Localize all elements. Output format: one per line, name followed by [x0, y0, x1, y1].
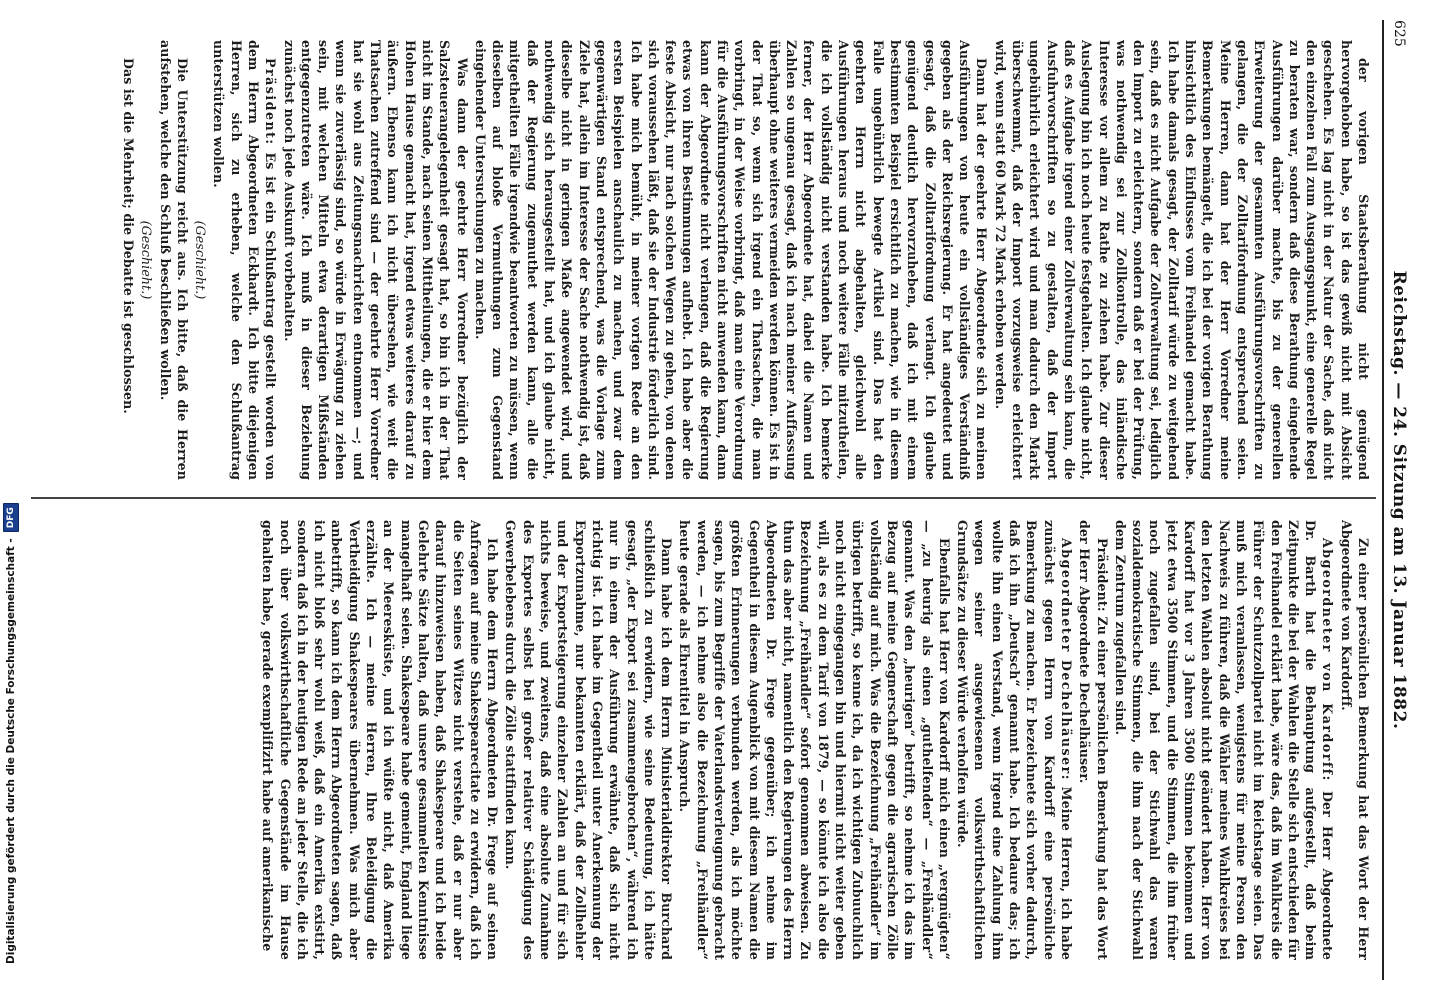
- paragraph-text: Meine Herren, ich habe zunächst gegen Herrn von Kardorff eine persönliche Bemerkung zu machen. Er bezeichnete sich vorher dadurch, daß ich ihn „Deutsch“ genannt habe. Ich bedaure das; ich wollte ihn einen Verstand, wenn irgend eine Zahlung ihm wegen seiner ausgewiesenen volkswirthschaftlichen Grundsätze zu dieser Würde verholfen würde.: [955, 520, 1074, 960]
- paragraph: [280, 40, 470, 480]
- page-header-title: Reichstag. — 24. Sitzung am 13. Januar 1882.: [1389, 270, 1409, 730]
- paragraph-text: Es ist ein Schlußantrag gestellt worden von dem Herrn Abgeordneten Eckhardt. Ich bitte diejenigen Herren, sich zu erheben, welche den Schlußantrag unterstützen wollen.: [211, 40, 279, 480]
- paragraph-text: (Geschieht.): [193, 220, 209, 300]
- text-column-right: [32, 520, 1372, 960]
- paragraph: [472, 40, 991, 480]
- digitization-credit: [0, 0, 22, 1000]
- paragraph: [1076, 520, 1111, 960]
- paragraph-text: (Geschieht.): [139, 220, 155, 300]
- text-column-left: [32, 40, 1372, 480]
- paragraph: [120, 40, 137, 480]
- speaker-name: Präsident:: [263, 58, 279, 146]
- paragraph: [210, 40, 279, 480]
- paragraph: [502, 520, 675, 960]
- paragraph: [1337, 520, 1372, 960]
- page-number: 625: [1391, 20, 1407, 47]
- paragraph-text: Die Unterstützung reicht aus. Ich bitte, daß die Herren aufstehen, welche den Schluß beschließen wollen.: [157, 40, 190, 480]
- paragraph: [138, 40, 155, 480]
- paragraph: [156, 40, 191, 480]
- paragraph: [954, 520, 1075, 960]
- paragraph-text: Ich habe dem Herrn Abgeordneten Dr. Frege auf seinen Anfragen auf meine Shakespearecitate zu erwidern, daß ich die Seiten seines Witzes nicht verstehe, daß er nur aber darauf hinzuweisen haben, daß Shakespeare und ich beide Gelehrte Sätze halten, daß unsere gesammelten Kenntnisse mangelhaft seien. Shakespeare habe gemeint, England liege an der Meeresküste, und ich wüßte nicht, daß Amerika erzählte. Ich — meine Herren, Ihre Beleidigung die Vertheidigung Shakespeares übernehmen. Was mich aber anbetrifft, so kann ich dem Herrn Abgeordneten sagen, daß ich nicht bloß sehr wohl weiß, daß ein Amerika existirt, sondern daß ich in der heutigen Rede an jeder Stelle, die ich noch über volkswirthschaftliche Gegenstände im Hause gehalten habe, gerade exemplifizirt habe auf amerikanische: [260, 520, 501, 960]
- paragraph-text: der vorigen Staatsberathung nicht genügend hervorgehoben habe, so ist das gewiß nicht mit Absicht geschehen. Es lag nicht in der Natur der Sache, daß nicht den einzelnen Fall zum Ausgangspunkt, eine generelle Regel zu beraten war, sondern daß diese Berathung eingehende Ausführungen darüber machte, bis zu der generellen Erweiterung der gesammten Ausführungsvorschriften zu gelangen, die der Zolltarifordnung entsprechend seien. Meine Herren, dann hat der Herr Vorredner meine Bemerkungen bemängelt, die ich bei der vorigen Berathung hinsichtlich des Einflusses vom Freihandel gemacht habe. Ich habe damals gesagt, der Zolltarif würde zu weitgehend sein, daß es nicht Aufgabe der Zollverwaltung sei, lediglich den Import zu erleichtern, sondern daß er bei der Prüfung, was nothwendig sei zur Zollkontrolle, das inländische Interesse vor allem zu Rathe zu ziehen habe. Zur dieser Auslegung bin ich noch heute festgehalten. Ich glaube nicht, daß es Aufgabe irgend einer Zollverwaltung sein kann, die Ausfuhrvorschriften so zu gestalten, daß der Import ungebührlich erleichtert wird und man dadurch den Markt überschwemmt, daß der Import vorzugsweise erleichtert wird, wenn statt 60 Mark 72 Mark erhoben werden.: [992, 40, 1371, 480]
- paragraph-text: Das ist die Mehrheit; die Debatte ist geschlossen.: [120, 58, 136, 414]
- paragraph: [1112, 520, 1337, 960]
- paragraph-text: Zu einer persönlichen Bemerkung hat das Wort der Herr Abgeordnete von Kardorff.: [1338, 520, 1371, 960]
- newspaper-sheet: [10, 0, 1420, 1000]
- paragraph: [259, 520, 501, 960]
- paragraph-text: Was dann der geehrte Herr Vorredner bezüglich der Salzsteuerangelegenheit gesagt hat, so bin ich in der That nicht im Stande, nach seinen Mittheilungen, die er hier dem Hohen Hause gemacht hat, irgend etwas weiteres darauf zu äußern. Ebenso kann ich nicht übersehen, wie weit die Thatsachen zutreffend sind — der geehrte Herr Vorredner hat sie wohl aus Zeitungsnachrichten entnommen —; und wenn sie zuverlässig sind, so würde in Erwägung zu ziehen sein, mit welchen Mitteln etwa derartigen Mißständen entgegenzutreten wäre. Ich muß in dieser Beziehung zunächst noch jede Auskunft vorbehalten.: [281, 40, 470, 480]
- column-divider: [31, 497, 1376, 499]
- paragraph-text: Ebenfalls hat Herr von Kardorff mich einen „vergnügten“ — „zu heurig als einen „guthelfenden“ — „Freihändler“ genannt. Was den „heurigen“ betrifft, so nehme ich das im Bezug auf meine Gegnerschaft gegen die agrarischen Zölle vollständig auf mich. Was die Bezeichnung „Freihändler“ im übrigen betrifft, so kenne ich, da ich wichtigen Zubuuchlich noch nicht eingegangen bin und hiermit nicht weiter geben will, als es zu dem Tarif von 1879, — so könnte ich also die Bezeichnung „Freihändler“ sofort genommen abweisen. Zu thun das aber nicht, namentlich den Regierungen des Herrn Abgeordneten Dr. Frege gegenüber; ich nehme im Gegentheil in diesem Augenblick von mit diesem Namen die größten Erinnerungen verbunden werden, als ich möchte sagen, bis zum Begriffe der Vaterlandsverleugnung gebracht werden, — ich nehme also die Bezeichnung „Freihändler“ heute gerade als Ehrentitel in Anspruch.: [677, 520, 952, 960]
- dfg-logo: DFG: [3, 503, 19, 532]
- paragraph: [676, 520, 953, 960]
- paragraph: [991, 40, 1372, 480]
- paragraph-text: Dann habe ich dem Herrn Ministerialdirektor Burchard schließlich zu erwidern, wie seine Bedeutung, ich hätte gesagt, „der Export sei zusammengebrochen“, während ich nur in einem der Ausführung erwähnte, daß sich nicht richtig ist. Ich habe im Gegentheil unter Anerkennung der Exportzunahme, nur bekannten erklärt, daß der Zollhehler und der Exportsteigerung einzelner Zahlen an und für sich nichts beweise, und zweitens, daß eine absolute Zunahme des Exportes selbst bei großer relativer Schädigung des Gewerbelebens durch die Zölle stattfinden kann.: [503, 520, 675, 960]
- paragraph: [192, 40, 209, 480]
- paragraph-text: Präsident: Zu einer persönlichen Bemerkung hat das Wort der Herr Abgeordnete Dechelhäuser.: [1077, 520, 1110, 960]
- paragraph-text: Der Herr Abgeordnete Dr. Barth hat die Behauptung aufgestellt, daß beim Zeitpunkte die bei der Wahlen die Stelle sich entschieden für den Freihandel erklärt habe, wäre das, daß im Wahlkreis die Führer der Schutzzollpartei nicht im Reichstage seien. Das muß mich veranlassen, wenigstens für meine Person den Nachweis zu führen, daß die Wähler meines Wahlkreises bei den letzten Wahlen absolut nicht geändert haben. Herr von Kardorff hat vor 3 Jahren 3500 Stimmen bekommen und jetzt etwa 3500 Stimmen, und die Stimmen, die ihm früher noch zugefallen sind, bei der Stichwahl das waren sozialdemokratische Stimmen, die ihm nach der Stichwahl dem Zentrum zugefallen sind.: [1112, 520, 1336, 960]
- credit-text: Digitalisierung gefördert durch die Deutsche Forschungsgemeinschaft -: [5, 538, 17, 964]
- header-rule: [1382, 20, 1384, 980]
- speaker-name: Abgeordneter Dechelhäuser:: [1058, 538, 1074, 781]
- paragraph-text: Dann hat der geehrte Herr Abgeordnete sich zu meinen Ausführungen von heute ein vollständiges Verständniß gegeben als der Reichsregierung. Er hat angedeutet und gesagt, daß die Zolltarifordnung verlangt. Ich glaube genügend deutlich hervorzuheben, daß ich mit einem bestimmten Beispiel ersichtlich zu machen, wie in diesem Falle ungebührlich bewegte Artikel sind. Das hat den geehrten Herrn nicht abgehalten, gleichwohl alle Ausführungen heraus und noch weitere Fälle mitzutheilen, die ich vollständig nicht verstanden habe. Ich bemerke ferner, der Herr Abgeordnete hat, dabei die Namen und Zahlen so ungenau gesagt, daß ich nach meiner Auffassung überhaupt ohne weiteres vermeiden werden können. Es ist in der That so, wenn sich irgend ein Thatsachen, die man vorbringt, in der Weise vorbringt, daß man eine Verordnung für die Ausführungsvorschriften nicht anwenden kann, dann kann der Abgeordnete nicht verlangen, daß die Regierung etwas von ihren Bestimmungen aufhebt. Ich habe aber die feste Absicht, nur nach solchen Wegen zu gehen, von denen sich voraussehen läßt, daß sie der Industrie förderlich sind. Ich habe mich bemüht, in meiner vorigen Rede an den ersten Beispielen anschaulich zu machen, und zwar dem gegenwärtigen Stand entsprechend, was die Vorlage zum Ziele hat, allein im Interesse der Sache nothwendig ist, daß dieselbe nicht in geringen Maße angewendet wird, und nothwendig sich herausgestellt hat, und ich glaube nicht, daß der Regierung zugemuthet werden kann, alle die mitgetheilten Fälle irgendwie beantworten zu müssen, wenn dieselben auf bloße Vermuthungen zum Gegenstand eingehender Untersuchungen zu machen.: [472, 40, 990, 480]
- speaker-name: Abgeordneter von Kardorff:: [1320, 538, 1336, 782]
